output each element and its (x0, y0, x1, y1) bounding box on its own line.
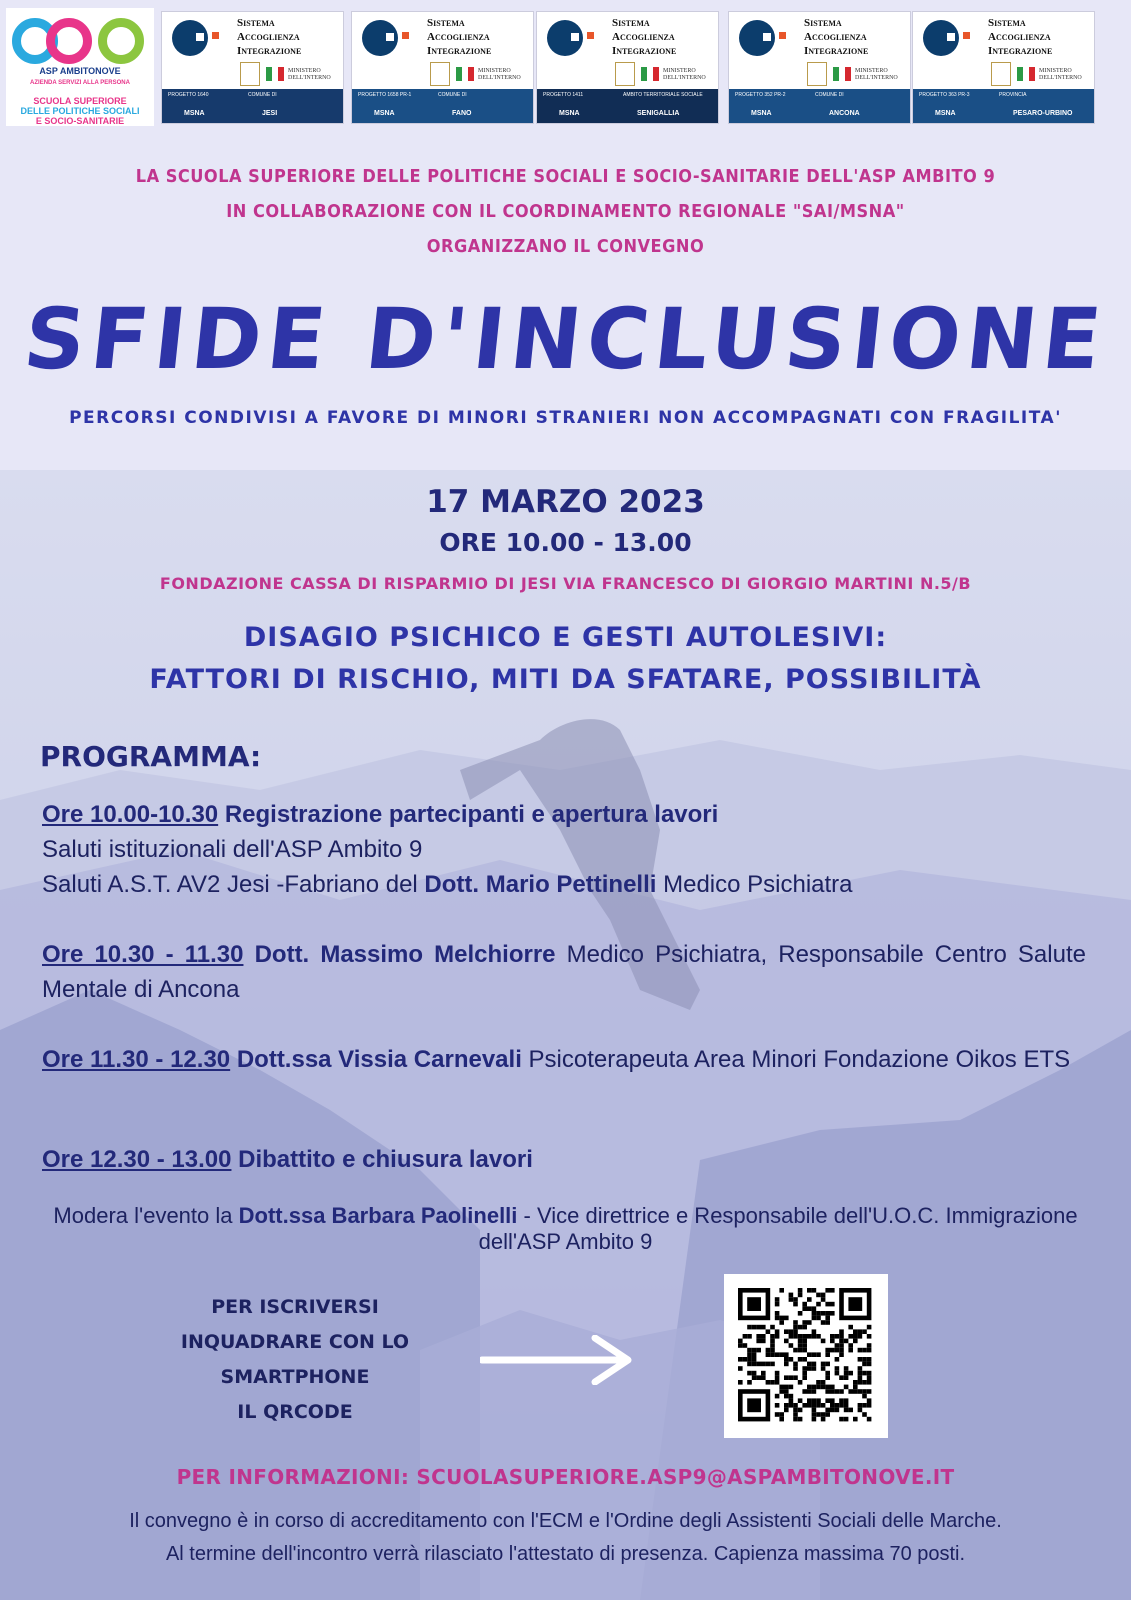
sai-circle-icon (739, 20, 775, 56)
sai-msna: MSNA (184, 110, 205, 117)
sai-project: PROGETTO 363 PR-3 (919, 92, 970, 98)
sai-square-icon (402, 32, 409, 39)
asp-logo-line1: ASP AMBITONOVE (39, 66, 121, 76)
sai-circle-icon (172, 20, 208, 56)
signup-line3: SMARTPHONE (220, 1366, 370, 1388)
logo-ring-s (46, 18, 92, 64)
sai-circle-icon (923, 20, 959, 56)
program-item-2-role: Medico Psichiatra, Responsabile Centro Salute Mentale di Ancona (42, 941, 1086, 1003)
ministry-label: MINISTERO DELL'INTERNO (288, 68, 331, 81)
italian-flag-icon (641, 67, 659, 81)
sai-square-icon (212, 32, 219, 39)
sai-project: PROGETTO 1411 (543, 92, 584, 98)
sai-circle-icon (362, 20, 398, 56)
emblem-icon (991, 62, 1011, 86)
moderator-pre: Modera l'evento la (53, 1203, 233, 1228)
program-item-1 (42, 797, 1086, 902)
sai-place: ANCONA (829, 110, 860, 117)
sai-type: AMBITO TERRITORIALE SOCIALE (623, 92, 703, 98)
program-item-4-title: Dibattito e chiusura lavori (238, 1146, 533, 1173)
program-item-2-time: Ore 10.30 - 11.30 (42, 941, 244, 968)
asp-logo-line2: AZIENDA SERVIZI ALLA PERSONA (30, 80, 130, 86)
sai-logo-3 (536, 11, 719, 124)
event-venue: FONDAZIONE CASSA DI RISPARMIO DI JESI VIA FRANCESCO DI GIORGIO MARTINI N.5/B (159, 574, 972, 593)
intro-line-2: IN COLLABORAZIONE CON IL COORDINAMENTO REGIONALE "SAI/MSNA" (226, 201, 905, 222)
sai-place: JESI (262, 110, 278, 117)
sai-project: PROGETTO 1658 PR-1 (358, 92, 412, 98)
sai-name: Sistema Accoglienza Integrazione (988, 17, 1053, 57)
sai-type: COMUNE DI (815, 92, 844, 98)
sai-msna: MSNA (751, 110, 772, 117)
sai-name: Sistema Accoglienza Integrazione (612, 17, 677, 57)
sai-place: FANO (452, 110, 472, 117)
program-item-1-line3-pre: Saluti A.S.T. AV2 Jesi -Fabriano del (42, 871, 418, 898)
signup-line4: IL QRCODE (237, 1401, 353, 1423)
program-item-1-title: Registrazione partecipanti e apertura lavori (224, 801, 719, 828)
ministry-label: MINISTERO DELL'INTERNO (663, 68, 706, 81)
italian-flag-icon (266, 67, 284, 81)
moderator-post: - Vice direttrice e Responsabile dell'U.O.C. Immigrazione dell'ASP Ambito 9 (478, 1203, 1078, 1254)
emblem-icon (807, 62, 827, 86)
emblem-icon (615, 62, 635, 86)
asp-ambitonove-logo (6, 8, 154, 126)
italian-flag-icon (456, 67, 474, 81)
ministry-label: MINISTERO DELL'INTERNO (855, 68, 898, 81)
school-line2: DELLE POLITICHE SOCIALI (20, 106, 140, 116)
event-date: 17 MARZO 2023 (426, 484, 705, 520)
sai-square-icon (587, 32, 594, 39)
sai-square-icon (963, 32, 970, 39)
program-heading: PROGRAMMA: (40, 740, 262, 773)
program-item-3-role: Psicoterapeuta Area Minori Fondazione Oikos ETS (528, 1046, 1071, 1073)
sai-project: PROGETTO 352 PR-2 (735, 92, 786, 98)
program-item-4 (42, 1142, 1086, 1177)
signup-instructions (150, 1290, 440, 1430)
ministry-label: MINISTERO DELL'INTERNO (478, 68, 521, 81)
sai-project: PROGETTO 1640 (168, 92, 209, 98)
footer-line-1: Il convegno è in corso di accreditamento con l'ECM e l'Ordine degli Assistenti Sociali delle Marche. (129, 1510, 1002, 1532)
signup-line1: PER ISCRIVERSI (211, 1296, 379, 1318)
topic-line-2: FATTORI DI RISCHIO, MITI DA SFATARE, POSSIBILITÀ (149, 664, 982, 695)
sai-msna: MSNA (374, 110, 395, 117)
sai-band (913, 89, 1094, 123)
sai-square-icon (779, 32, 786, 39)
registration-qr-code[interactable] (724, 1274, 888, 1438)
italian-flag-icon (1017, 67, 1035, 81)
sai-band (729, 89, 910, 123)
sai-msna: MSNA (559, 110, 580, 117)
program-item-3 (42, 1042, 1086, 1077)
program-item-1-speaker: Dott. Mario Pettinelli (424, 871, 657, 898)
sai-name: Sistema Accoglienza Integrazione (237, 17, 302, 57)
event-title: SFIDE D'INCLUSIONE (19, 290, 1112, 388)
footer-line-2: Al termine dell'incontro verrà rilasciato l'attestato di presenza. Capienza massima 70 posti. (165, 1543, 966, 1565)
school-line3: E SOCIO-SANITARIE (35, 116, 125, 126)
event-subtitle: PERCORSI CONDIVISI A FAVORE DI MINORI STRANIERI NON ACCOMPAGNATI CON FRAGILITA' (69, 408, 1062, 428)
moderator-name: Dott.ssa Barbara Paolinelli (238, 1203, 518, 1228)
program-item-2 (42, 937, 1086, 1007)
emblem-icon (430, 62, 450, 86)
logo-ring-p (98, 18, 144, 64)
arrow-right-icon (480, 1335, 640, 1385)
sai-band (352, 89, 533, 123)
sai-circle-icon (547, 20, 583, 56)
intro-line-3: ORGANIZZANO IL CONVEGNO (426, 236, 705, 257)
sai-name: Sistema Accoglienza Integrazione (804, 17, 869, 57)
sai-logo-2 (351, 11, 534, 124)
program-item-1-line2: Saluti istituzionali dell'ASP Ambito 9 (42, 836, 423, 863)
sai-logo-4 (728, 11, 911, 124)
sai-type: COMUNE DI (248, 92, 277, 98)
asp-logo-name (10, 66, 150, 86)
sai-name: Sistema Accoglienza Integrazione (427, 17, 492, 57)
sai-place: SENIGALLIA (637, 110, 680, 117)
ministry-label: MINISTERO DELL'INTERNO (1039, 68, 1082, 81)
logo-strip (6, 8, 1126, 126)
sai-logo-5 (912, 11, 1095, 124)
moderator-note (40, 1203, 1091, 1255)
program-item-3-speaker: Dott.ssa Vissia Carnevali (236, 1046, 522, 1073)
italian-flag-icon (833, 67, 851, 81)
sai-band (162, 89, 343, 123)
signup-line2: INQUADRARE CON LO (180, 1331, 410, 1353)
sai-msna: MSNA (935, 110, 956, 117)
program-item-4-time: Ore 12.30 - 13.00 (42, 1146, 232, 1173)
school-name (10, 96, 150, 126)
emblem-icon (240, 62, 260, 86)
intro-line-1: LA SCUOLA SUPERIORE DELLE POLITICHE SOCIALI E SOCIO-SANITARIE DELL'ASP AMBITO 9 (135, 166, 996, 187)
topic-line-1: DISAGIO PSICHICO E GESTI AUTOLESIVI: (243, 622, 888, 653)
program-item-3-time: Ore 11.30 - 12.30 (42, 1046, 231, 1073)
sai-type: PROVINCIA (999, 92, 1027, 98)
program-item-2-speaker: Dott. Massimo Melchiorre (254, 941, 556, 968)
program-item-1-time: Ore 10.00-10.30 (42, 801, 219, 828)
sai-type: COMUNE DI (438, 92, 467, 98)
sai-place: PESARO-URBINO (1013, 110, 1073, 117)
sai-band (537, 89, 718, 123)
info-contact: PER INFORMAZIONI: SCUOLASUPERIORE.ASP9@ASPAMBITONOVE.IT (176, 1465, 955, 1489)
school-line1: SCUOLA SUPERIORE (33, 96, 127, 106)
program-item-1-role: Medico Psichiatra (663, 871, 853, 898)
sai-logo-1 (161, 11, 344, 124)
event-time: ORE 10.00 - 13.00 (439, 528, 692, 557)
qr-code-icon (724, 1274, 888, 1438)
